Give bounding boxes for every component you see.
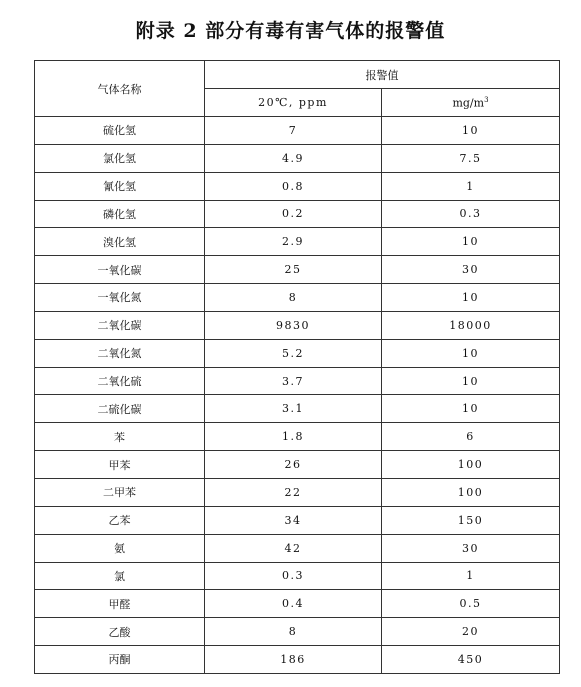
table-row — [35, 339, 560, 367]
table-header-row — [35, 61, 560, 89]
cell-mgm3: 30 — [382, 534, 560, 562]
table-row — [35, 228, 560, 256]
table-row — [35, 172, 560, 200]
table-row — [35, 117, 560, 145]
table-row — [35, 284, 560, 312]
cell-ppm: 3.1 — [205, 395, 382, 423]
cell-ppm: 42 — [205, 534, 382, 562]
cell-ppm: 3.7 — [205, 367, 382, 395]
cell-mgm3: 10 — [382, 117, 560, 145]
cell-mgm3: 18000 — [382, 311, 560, 339]
cell-mgm3: 0.5 — [382, 590, 560, 618]
cell-mgm3: 150 — [382, 506, 560, 534]
cell-mgm3: 6 — [382, 423, 560, 451]
table-row — [35, 506, 560, 534]
header-gas-name: 气体名称 — [35, 61, 205, 117]
cell-mgm3: 10 — [382, 228, 560, 256]
cell-mgm3: 100 — [382, 451, 560, 479]
cell-gas-name: 一氧化碳 — [35, 256, 205, 284]
cell-ppm: 25 — [205, 256, 382, 284]
cell-ppm: 26 — [205, 451, 382, 479]
cell-mgm3: 0.3 — [382, 200, 560, 228]
table-row — [35, 590, 560, 618]
table-row — [35, 256, 560, 284]
cell-mgm3: 10 — [382, 395, 560, 423]
table-row — [35, 618, 560, 646]
table-row — [35, 478, 560, 506]
header-ppm: 20℃, ppm — [205, 89, 382, 117]
table-row — [35, 451, 560, 479]
table-row — [35, 144, 560, 172]
cell-gas-name: 乙酸 — [35, 618, 205, 646]
cell-ppm: 8 — [205, 618, 382, 646]
table-row — [35, 311, 560, 339]
cell-mgm3: 7.5 — [382, 144, 560, 172]
cell-mgm3: 100 — [382, 478, 560, 506]
page-title: 附录 2 部分有毒有害气体的报警值 — [135, 20, 446, 42]
cell-gas-name: 二氧化氮 — [35, 339, 205, 367]
cell-mgm3: 450 — [382, 646, 560, 674]
table-row — [35, 562, 560, 590]
cell-mgm3: 20 — [382, 618, 560, 646]
table-row — [35, 200, 560, 228]
cell-mgm3: 1 — [382, 172, 560, 200]
header-alarm-value: 报警值 — [205, 61, 560, 89]
cell-ppm: 0.3 — [205, 562, 382, 590]
cell-mgm3: 30 — [382, 256, 560, 284]
cell-ppm: 9830 — [205, 311, 382, 339]
cell-gas-name: 氨 — [35, 534, 205, 562]
cell-mgm3: 10 — [382, 339, 560, 367]
cell-gas-name: 苯 — [35, 423, 205, 451]
cell-gas-name: 硫化氢 — [35, 117, 205, 145]
cell-gas-name: 甲苯 — [35, 451, 205, 479]
cell-gas-name: 二氧化碳 — [35, 311, 205, 339]
cell-gas-name: 溴化氢 — [35, 228, 205, 256]
cell-ppm: 4.9 — [205, 144, 382, 172]
table-row — [35, 395, 560, 423]
cell-gas-name: 甲醛 — [35, 590, 205, 618]
cell-ppm: 1.8 — [205, 423, 382, 451]
cell-gas-name: 乙苯 — [35, 506, 205, 534]
cell-ppm: 2.9 — [205, 228, 382, 256]
table-row — [35, 423, 560, 451]
cell-mgm3: 1 — [382, 562, 560, 590]
cell-ppm: 8 — [205, 284, 382, 312]
cell-ppm: 7 — [205, 117, 382, 145]
header-mgm3-base: mg/m — [452, 96, 485, 110]
cell-gas-name: 二甲苯 — [35, 478, 205, 506]
table-row — [35, 646, 560, 674]
alarm-value-table — [34, 60, 560, 674]
cell-gas-name: 氰化氢 — [35, 172, 205, 200]
cell-gas-name: 磷化氢 — [35, 200, 205, 228]
cell-ppm: 0.4 — [205, 590, 382, 618]
cell-ppm: 5.2 — [205, 339, 382, 367]
cell-gas-name: 氯化氢 — [35, 144, 205, 172]
cell-gas-name: 丙酮 — [35, 646, 205, 674]
header-mgm3-sup: 3 — [484, 95, 489, 104]
cell-mgm3: 10 — [382, 367, 560, 395]
table-row — [35, 534, 560, 562]
cell-ppm: 0.2 — [205, 200, 382, 228]
cell-gas-name: 氯 — [35, 562, 205, 590]
cell-ppm: 34 — [205, 506, 382, 534]
cell-ppm: 0.8 — [205, 172, 382, 200]
header-mgm3 — [382, 89, 560, 117]
cell-gas-name: 一氧化氮 — [35, 284, 205, 312]
cell-ppm: 186 — [205, 646, 382, 674]
cell-mgm3: 10 — [382, 284, 560, 312]
cell-gas-name: 二氧化硫 — [35, 367, 205, 395]
cell-ppm: 22 — [205, 478, 382, 506]
table-row — [35, 367, 560, 395]
cell-gas-name: 二硫化碳 — [35, 395, 205, 423]
